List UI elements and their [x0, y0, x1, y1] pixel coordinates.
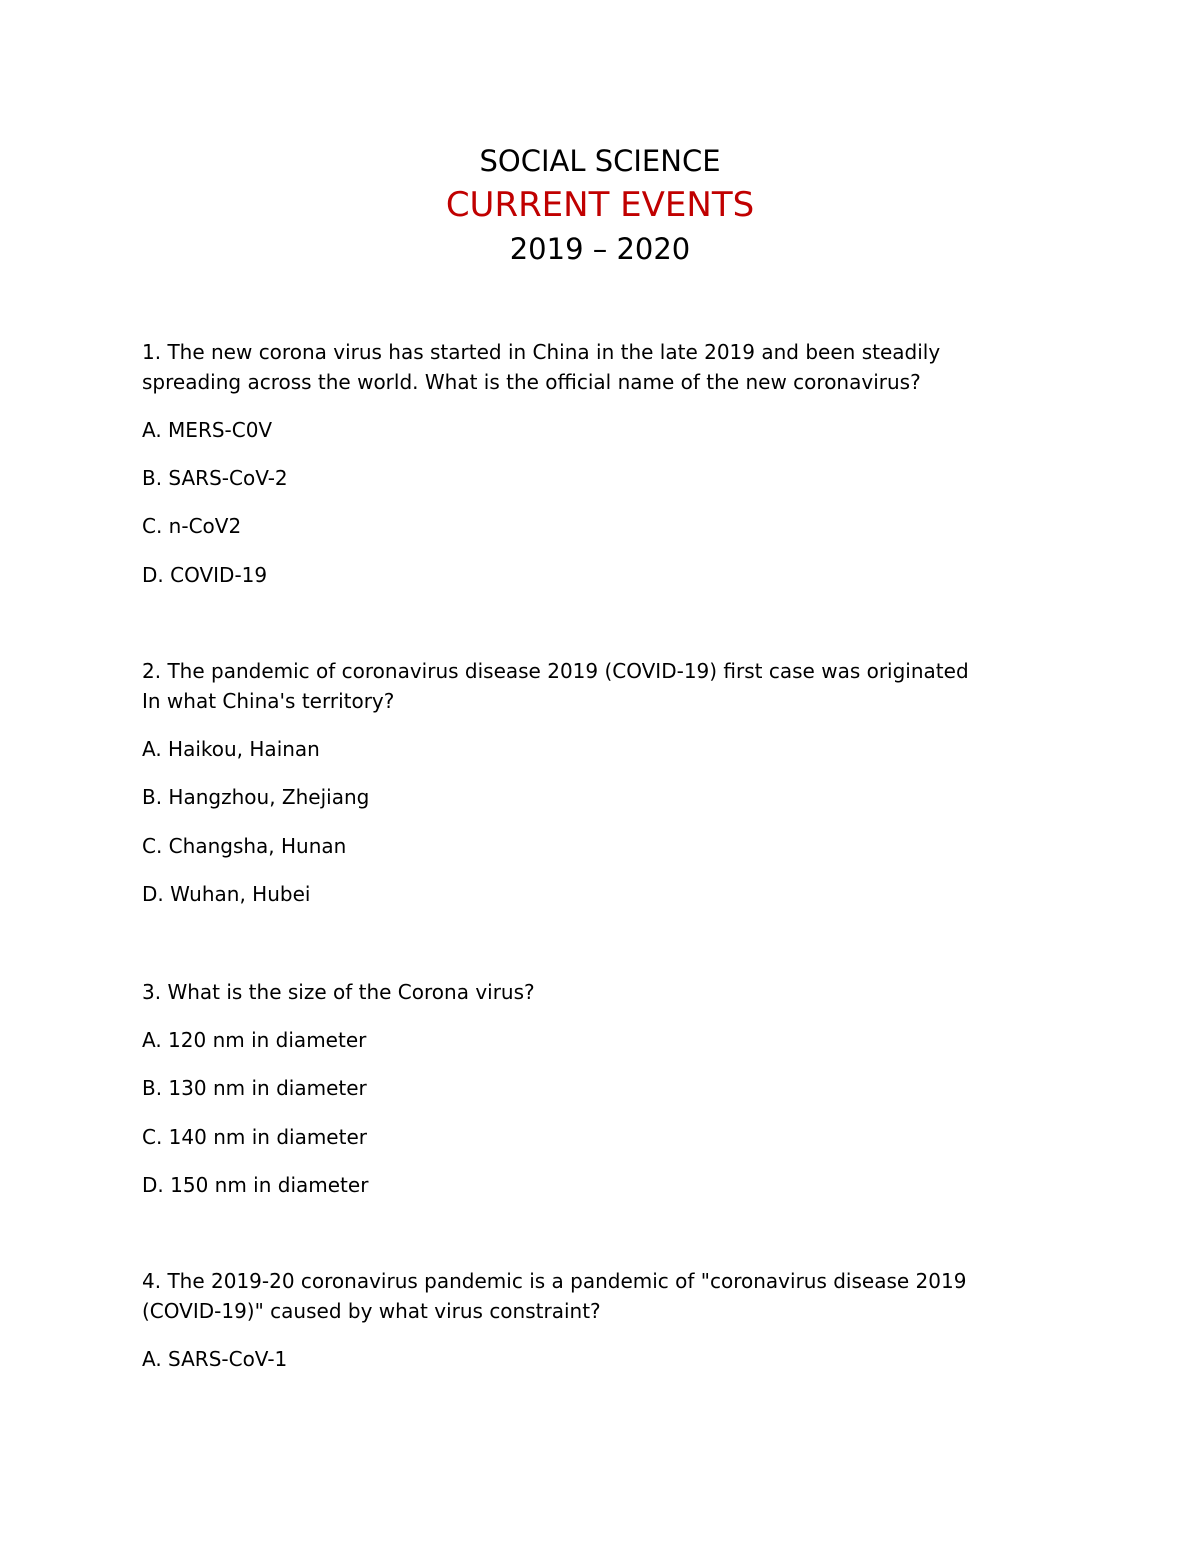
question-1-option-b: B. SARS-CoV-2 — [142, 466, 288, 490]
question-1-option-a: A. MERS-C0V — [142, 418, 273, 442]
question-2-option-a: A. Haikou, Hainan — [142, 737, 320, 761]
question-2-option-c: C. Changsha, Hunan — [142, 834, 347, 858]
question-3-line-1: 3. What is the size of the Corona virus? — [142, 980, 535, 1004]
question-1-option-d: D. COVID-19 — [142, 563, 268, 587]
question-3-option-d: D. 150 nm in diameter — [142, 1173, 369, 1197]
page-subtitle: CURRENT EVENTS — [445, 185, 755, 225]
question-3-option-c: C. 140 nm in diameter — [142, 1125, 367, 1149]
question-1-line-2: spreading across the world. What is the official name of the new coronavirus? — [142, 370, 921, 394]
question-2-option-b: B. Hangzhou, Zhejiang — [142, 785, 370, 809]
question-4-line-2: (COVID-19)" caused by what virus constraint? — [142, 1299, 601, 1323]
page-title: SOCIAL SCIENCE — [479, 144, 721, 178]
question-2-option-d: D. Wuhan, Hubei — [142, 882, 311, 906]
question-3-option-a: A. 120 nm in diameter — [142, 1028, 367, 1052]
question-1-option-c: C. n-CoV2 — [142, 514, 242, 538]
question-3-option-b: B. 130 nm in diameter — [142, 1076, 367, 1100]
question-4-option-a: A. SARS-CoV-1 — [142, 1347, 288, 1371]
question-2-line-2: In what China's territory? — [142, 689, 395, 713]
question-1-line-1: 1. The new corona virus has started in China in the late 2019 and been steadily — [142, 340, 941, 364]
question-4-line-1: 4. The 2019-20 coronavirus pandemic is a pandemic of "coronavirus disease 2019 — [142, 1269, 967, 1293]
question-2-line-1: 2. The pandemic of coronavirus disease 2019 (COVID-19) first case was originated — [142, 659, 969, 683]
school-year: 2019 – 2020 — [509, 232, 691, 266]
